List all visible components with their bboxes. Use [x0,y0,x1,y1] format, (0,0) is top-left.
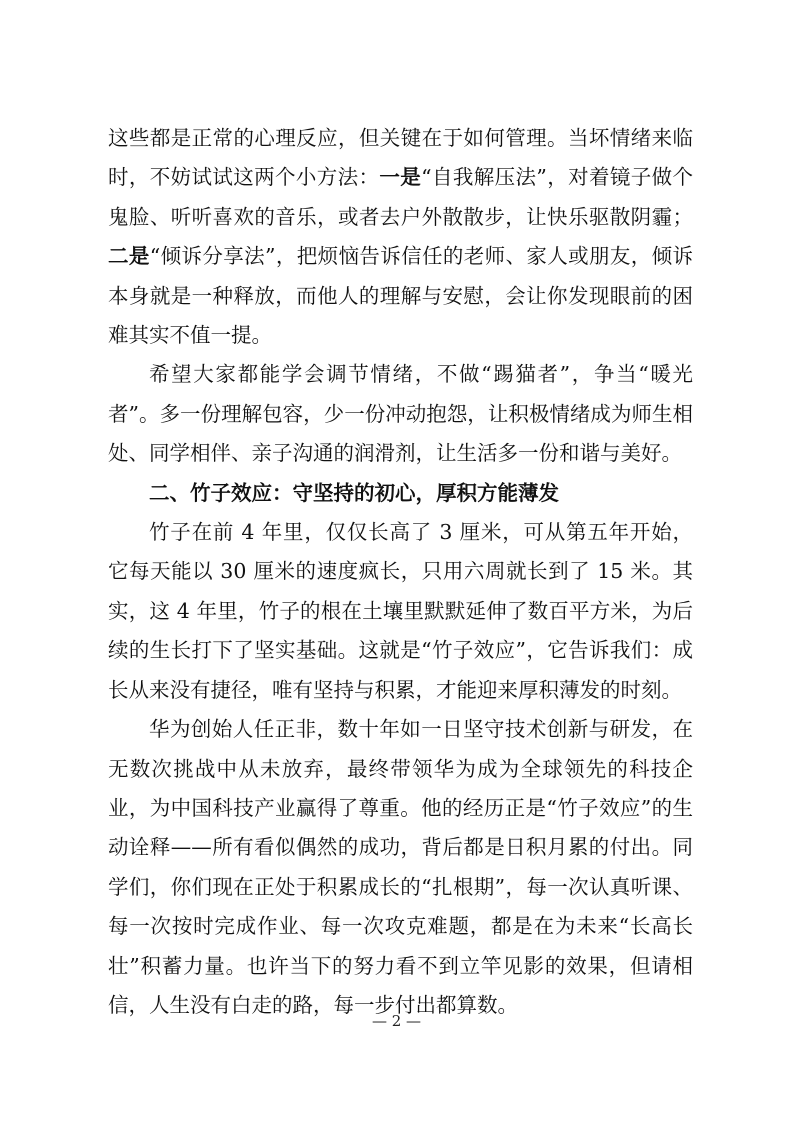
paragraph-3 [108,513,693,710]
paragraph-4 [108,710,693,1025]
text-segment: “自我解压法”，对着镜子做个鬼脸、听听喜欢的音乐，或者去户外散散步，让快乐驱散阴霾； [108,165,694,229]
heading-text: 二、竹子效应：守坚持的初心，厚积方能薄发 [149,480,559,505]
text-segment: 华为创始人任正非，数十年如一日坚守技术创新与研发，在无数次挑战中从未放弃，最终带领华为成为全球领先的科技企业，为中国科技产业赢得了尊重。他的经历正是“竹子效应”的生动诠释——所有看似偶然的成功，背后都是日积月累的付出。同学们，你们现在正处于积累成长的“扎根期”，每一次认真听课、每一次按时完成作业、每一次攻克难题，都是在为未来“长高长壮”积蓄力量。也许当下的努力看不到立竿见影的效果，但请相信，人生没有白走的路，每一步付出都算数。 [108,717,693,1017]
document-page [108,119,693,1025]
page-number: — 2 — [371,1012,422,1030]
text-segment: “倾诉分享法”，把烦恼告诉信任的老师、家人或朋友，倾诉本身就是一种释放，而他人的理解与安慰，会让你发现眼前的困难其实不值一提。 [108,244,694,348]
text-segment: 竹子在前 4 年里，仅仅长高了 3 厘米，可从第五年开始，它每天能以 30 厘米的速度疯长，只用六周就长到了 15 米。其实，这 4 年里，竹子的根在土壤里默默延伸了数百平方米，为后续的生长打下了坚实基础。这就是“竹子效应”，它告诉我们：成长从来没有捷径，唯有坚持与积累，才能迎来厚积薄发的时刻。 [108,520,693,702]
text-segment: 这些都是正常的心理反应，但关键在于如何管理。当坏情绪来临时，不妨试试这两个小方法： [108,126,693,190]
paragraph-2 [108,355,693,473]
paragraph-1 [108,119,693,355]
bold-segment: 一是 [379,165,422,190]
section-heading [108,474,693,513]
text-segment: 希望大家都能学会调节情绪，不做“踢猫者”，争当“暖光者”。多一份理解包容，少一份冲动抱怨，让积极情绪成为师生相处、同学相伴、亲子沟通的润滑剂，让生活多一份和谐与美好。 [108,362,693,466]
bold-segment: 二是 [108,244,150,269]
